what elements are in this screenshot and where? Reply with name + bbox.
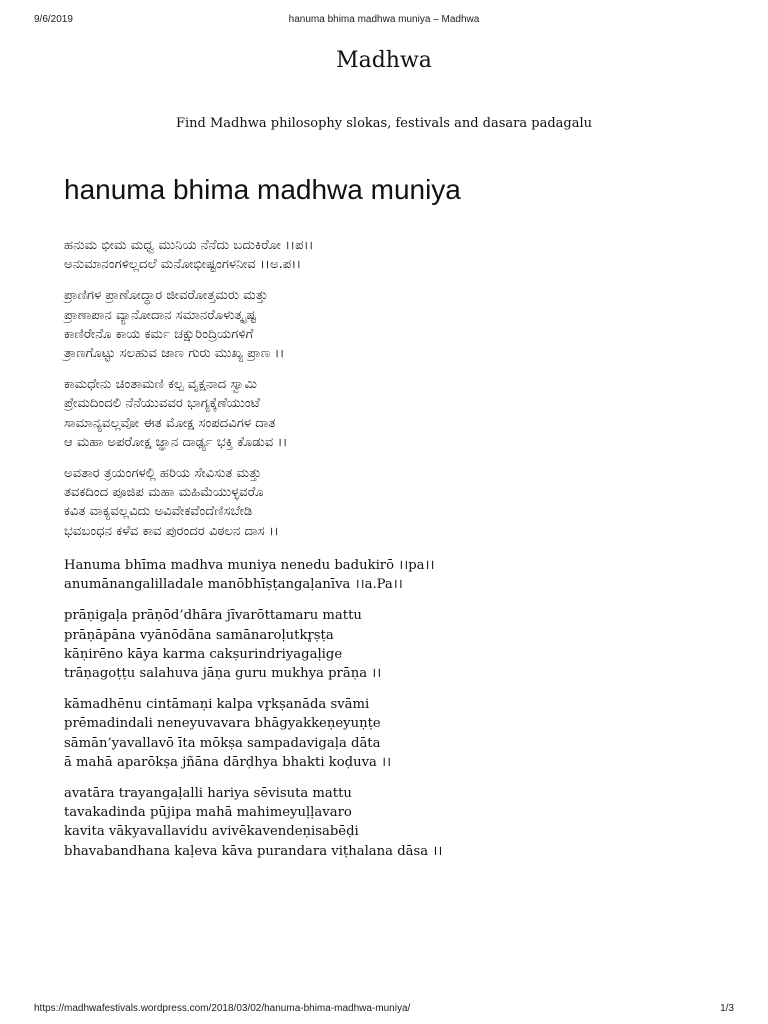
- lyric-line: avatāra trayangaḷalli hariya sēvisuta mattu: [64, 786, 352, 802]
- lyric-line: prāṇigaḷa prāṇōd’dhāra jīvarōttamaru mattu: [64, 608, 362, 624]
- stanza: [64, 606, 708, 683]
- page-number: 1/3: [720, 1003, 734, 1014]
- stanza: [64, 464, 708, 541]
- lyric-line: ಭವಬಂಧನ ಕಳೆವ ಕಾವ ಪುರಂದರ ವಿಠಲನ ದಾಸ ।।: [64, 523, 279, 539]
- lyric-line: ತ್ರಾಣಗೊಟ್ಟು ಸಲಹುವ ಜಾಣ ಗುರು ಮುಖ್ಯ ಪ್ರಾಣ ।।: [64, 346, 285, 362]
- transliterated-lyrics: [64, 556, 708, 873]
- lyric-line: anumānangalilladale manōbhīṣṭangaḷanīva ।।a.Pa।।: [64, 577, 403, 593]
- stanza: [64, 556, 708, 594]
- lyric-line: bhavabandhana kaḷeva kāva purandara viṭhalana dāsa ।।: [64, 843, 443, 859]
- lyric-line: kāṇirēno kāya karma cakṣurindriyagaḷige: [64, 646, 343, 662]
- stanza: [64, 286, 708, 363]
- lyric-line: ಪ್ರಾಣಾಪಾನ ವ್ಯಾನೋದಾನ ಸಮಾನರೊಳುತ್ಕೃಷ್ಟ: [64, 307, 257, 323]
- site-tagline: Find Madhwa philosophy slokas, festivals and dasara padagalu: [175, 116, 593, 131]
- lyric-line: ಅವತಾರ ತ್ರಯಂಗಳಲ್ಲಿ ಹರಿಯ ಸೇವಿಸುತ ಮತ್ತು: [64, 466, 262, 482]
- lyric-line: ಕಾಣಿರೇನೊ ಕಾಯ ಕರ್ಮ ಚಕ್ಷುರಿಂದ್ರಿಯಗಳಿಗೆ: [64, 326, 254, 342]
- lyric-line: ಅನುಮಾನಂಗಳಿಲ್ಲದಲೆ ಮನೋಭೀಷ್ಟಂಗಳನೀವ ।।ಅ.ಪ।।: [64, 257, 302, 273]
- lyric-line: ಪ್ರಾಣಿಗಳ ಪ್ರಾಣೋದ್ಧಾರ ಜೀವರೋತ್ತಮರು ಮತ್ತು: [64, 288, 269, 304]
- stanza: [64, 236, 708, 274]
- lyric-line: ತವಕದಿಂದ ಪೂಜಿಪ ಮಹಾ ಮಹಿಮೆಯುಳ್ಳವರೊ: [64, 485, 264, 501]
- lyric-line: trāṇagoṭṭu salahuva jāṇa guru mukhya prāṇa ।।: [64, 666, 382, 682]
- lyric-line: ಕಾಮಧೇನು ಚಿಂತಾಮಣಿ ಕಲ್ಪ ವೃಕ್ಷನಾದ ಸ್ವಾಮಿ: [64, 377, 258, 393]
- print-date: 9/6/2019: [34, 14, 73, 25]
- print-url[interactable]: https://madhwafestivals.wordpress.com/2018/03/02/hanuma-bhima-madhwa-muniya/: [34, 1003, 411, 1014]
- lyric-line: Hanuma bhīma madhva muniya nenedu badukirō ।।pa।।: [64, 558, 435, 573]
- lyric-line: prāṇāpāna vyānōdāna samānaroḷutkr̥ṣṭa: [64, 627, 334, 643]
- print-doc-title: hanuma bhima madhwa muniya – Madhwa: [288, 14, 480, 25]
- stanza: [64, 695, 708, 772]
- lyric-line: ಪ್ರೇಮದಿಂದಲಿ ನೆನೆಯುವವರ ಭಾಗ್ಯಕ್ಕೆಣೆಯುಂಟೆ: [64, 396, 260, 412]
- stanza: [64, 784, 708, 861]
- post-title: hanuma bhima madhwa muniya: [64, 174, 461, 205]
- lyric-line: ಕವಿತ ವಾಕ್ಯವಲ್ಲವಿದು ಅವಿವೇಕವೆಂದೆಣಿಸಬೇಡಿ: [64, 504, 253, 520]
- lyric-line: ಹನುಮ ಭೀಮ ಮಧ್ವ ಮುನಿಯ ನೆನೆದು ಬದುಕಿರೋ ।।ಪ।।: [64, 238, 314, 253]
- lyric-line: kavita vākyavallavidu avivēkavendeṇisabēḍi: [64, 824, 359, 840]
- stanza: [64, 375, 708, 452]
- lyric-line: tavakadinda pūjipa mahā mahimeyuḷḷavaro: [64, 805, 352, 821]
- lyric-line: ಸಾಮಾನ್ಯವಲ್ಲವೋ ಈತ ಮೋಕ್ಷ ಸಂಪದವಿಗಳ ದಾತ: [64, 415, 276, 431]
- lyric-line: prēmadindali neneyuvavara bhāgyakkeṇeyuṇṭe: [64, 716, 381, 732]
- kannada-lyrics: [64, 236, 708, 553]
- lyric-line: ಆ ಮಹಾ ಅಪರೋಕ್ಷ ಜ್ಞಾನ ದಾರ್ಢ್ಯ ಭಕ್ತಿ ಕೊಡುವ ।।: [64, 434, 288, 450]
- site-title[interactable]: Madhwa: [336, 48, 432, 73]
- lyric-line: ā mahā aparōkṣa jñāna dārḍhya bhakti koḍuva ।।: [64, 754, 392, 770]
- lyric-line: sāmān’yavallavō īta mōkṣa sampadavigaḷa dāta: [64, 735, 381, 751]
- lyric-line: kāmadhēnu cintāmaṇi kalpa vr̥kṣanāda svāmi: [64, 697, 370, 713]
